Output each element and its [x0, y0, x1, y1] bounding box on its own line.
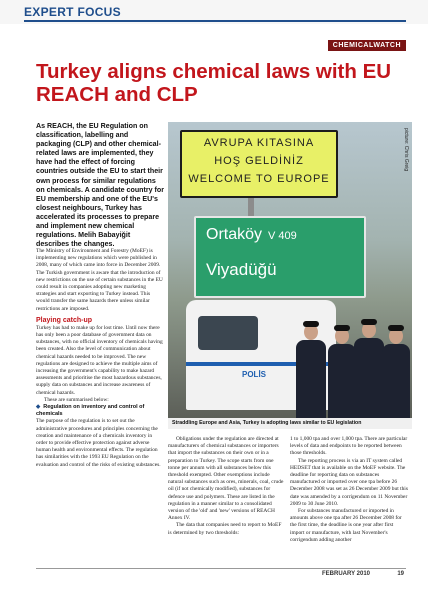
- bullet-heading: [36, 404, 164, 418]
- section-category: EXPERT FOCUS: [24, 5, 121, 19]
- body-paragraph: 1 to 1,000 tpa and over 1,000 tpa. There are particular levels of data and endpoints to be reported between those thresholds.: [290, 436, 408, 457]
- welcome-sign-line: WELCOME TO EUROPE: [188, 173, 330, 185]
- photo-credit: picture: Chris Greig: [403, 128, 409, 172]
- body-paragraph: The Ministry of Environment and Forestry (MoEF) is implementing new regulations which were published in 2008, many of which came into force in December 2009. The Turkish government is aware that the introduction of new restrictions on the use of certain substances in the EU could result in companies adopting new marketing strategies and start exporting to Turkey instead. This would transfer the same hazards there unless similar restrictions are imposed.: [36, 248, 163, 312]
- welcome-sign-line: HOŞ GELDİNİZ: [214, 155, 304, 167]
- header-rule: [24, 20, 406, 22]
- road-sign: [194, 216, 366, 298]
- bullet-icon: ◆: [36, 404, 41, 411]
- police-officer: [296, 340, 326, 418]
- article-title: Turkey aligns chemical laws with EU REACH and CLP: [36, 60, 392, 106]
- welcome-sign: [180, 130, 338, 198]
- body-paragraph: The reporting process is via an IT system called HEDSET that is available on the MoEF website. The deadline for reporting data on substances manufactured or imported over one tpa before 26 December 2008 was set as 26 December 2009 but this date was amended by a corrigendum on 11 November 2009 to 30 June 2010.: [290, 457, 408, 507]
- page-footer: [36, 568, 406, 579]
- body-paragraph: Turkey has had to make up for lost time. Until now there has only been a poor database of government data on substances, with no official inventory of chemicals having been created. Also the level of communication about chemical hazards needed to be improved. The new regulations are designed to achieve the multiple aims of increasing the government's capability to make hazard assessments and prioritise the most hazardous substances, supply data on substances and increase awareness of chemical hazards.: [36, 324, 163, 396]
- body-column-3: [290, 436, 408, 544]
- bullet-heading-text: Regulation on inventory and control of chemicals: [36, 404, 145, 418]
- article-photo: [168, 122, 412, 418]
- photo-caption: Straddling Europe and Asia, Turkey is adopting laws similar to EU legislation: [168, 418, 412, 429]
- page-number: 19: [397, 571, 404, 577]
- body-paragraph: These are summarised below:: [44, 396, 109, 403]
- issue-date: FEBRUARY 2010: [322, 571, 371, 577]
- welcome-sign-line: AVRUPA KITASINA: [203, 137, 315, 149]
- page-header: [0, 0, 428, 24]
- van-window: [198, 316, 258, 350]
- subheading: Playing catch-up: [36, 316, 93, 324]
- road-sign-route: V 409: [268, 230, 297, 242]
- body-paragraph: Obligations under the regulation are directed at manufacturers of chemical substances or importers that import the substances on their own or in a preparation to Turkey. The scope starts from one tonne per annum with all substances below this threshold exempted. Other exemptions include natural substances such as ores, minerals, coal, crude oil (if not chemically modified), substances for defence use and polymers. These are listed in the regulation in a manner similar to a consolidated version of the 'old' and 'new' versions of REACH Annex IV.: [168, 436, 284, 522]
- road-sign-line-1: [206, 226, 297, 244]
- police-officer: [382, 344, 410, 418]
- body-paragraph: For substances manufactured or imported in amounts above one tpa after 26 December 2008 for the first time, the deadline is one year after first import or manufacture, with last November's corrigendum adding another: [290, 508, 402, 543]
- article-lead: As REACH, the EU Regulation on classification, labelling and packaging (CLP) and other chemical-related laws are implemented, they have had the effect of forcing countries outside the EU to start their own process for similar regulations on chemicals. A candidate country for EU membership and one of the EU's closest neighbours, Turkey has accelerated its processes to prepare and implement new chemical regulations. Melih Babayiğit describes the changes.: [36, 122, 164, 249]
- body-column-2: [168, 436, 286, 537]
- road-sign-line-2: Viyadüğü: [206, 260, 277, 279]
- body-paragraph: The purpose of the regulation is to set out the administrative procedures and principles concerning the creation and maintenance of a chemicals inventory in order to provide effective protection against adverse human health and environmental effects. The regulation has similarities with the 1993 EU Regulation on the evaluation and control of the risks of existing substances.: [36, 418, 161, 468]
- body-column-1: [36, 248, 164, 469]
- publication-tab: CHEMICALWATCH: [328, 40, 406, 51]
- police-officer: [328, 344, 356, 418]
- police-officer: [354, 338, 384, 418]
- body-paragraph: The data that companies need to report to MoEF is determined by two thresholds:: [168, 522, 282, 536]
- van-lettering: POLİS: [242, 370, 267, 379]
- road-sign-place: Ortaköy: [206, 226, 263, 243]
